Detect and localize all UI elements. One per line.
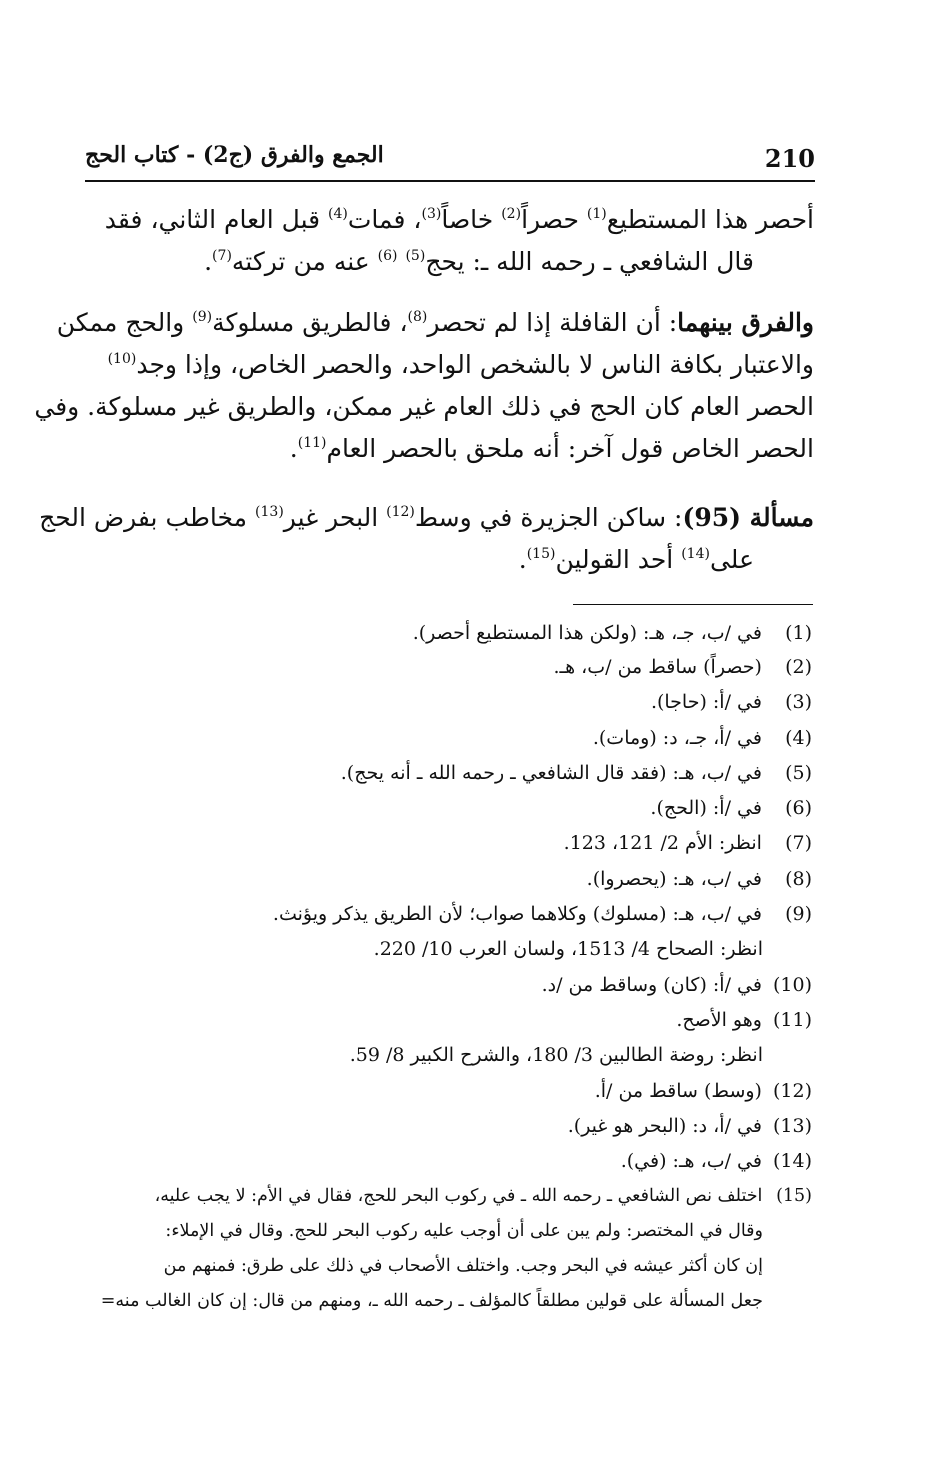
footnote-ref: (9)	[192, 309, 213, 325]
footnote-text: (حصراً) ساقط من /ب، هـ.	[553, 656, 762, 678]
footnote-text: في /أ: (الحج).	[650, 797, 762, 819]
text-run: على	[709, 545, 754, 574]
text-line	[204, 247, 754, 276]
text-line	[39, 503, 814, 532]
text-line	[108, 350, 814, 379]
footnote-text: (وسط) ساقط من /أ.	[594, 1080, 762, 1102]
text-run: حصراً	[521, 205, 587, 234]
footnote-text: انظر: الأم 2/ 121، 123.	[563, 832, 762, 854]
text-run: .	[289, 434, 298, 463]
footnote-ref: (3)	[421, 206, 442, 222]
footnote-ref: (13)	[255, 504, 284, 520]
footnote	[568, 1115, 812, 1137]
footnote-text: في /ب، هـ: (مسلوك) وكلاهما صواب؛ لأن الطريق يذكر ويؤنث.	[272, 903, 762, 925]
footnote-text: في /ب، هـ: (في).	[620, 1150, 762, 1172]
footnote-number: (5)	[785, 762, 812, 784]
footnote	[593, 727, 812, 749]
footnote-number: (1)	[785, 622, 812, 644]
text-line: الحصر العام كان الحج في ذلك العام غير ممكن، والطريق غير مسلوكة. وفي	[34, 392, 814, 421]
footnote-text: جعل المسألة على قولين مطلقاً كالمؤلف ـ رحمه الله ـ، ومنهم من قال: إن كان الغالب منه=	[100, 1291, 763, 1311]
footnote-ref: (14)	[681, 546, 710, 562]
footnote	[650, 797, 812, 819]
text-line	[57, 308, 814, 337]
footnote-number: (13)	[772, 1115, 812, 1137]
footnote	[273, 903, 812, 925]
text-run: : أن القافلة إذا لم تحصر	[427, 308, 678, 337]
text-run: مخاطب بفرض الحج	[39, 503, 256, 532]
footnote-number: (3)	[785, 691, 812, 713]
footnote-text: وهو الأصح.	[676, 1009, 762, 1031]
text-run: قبل العام الثاني، فقد	[104, 205, 329, 234]
footnote-ref: (2)	[501, 206, 522, 222]
footnote	[542, 974, 812, 996]
issue-heading: مسألة (95)	[682, 503, 814, 532]
footnote-continuation	[164, 1256, 763, 1276]
text-run: أحصر هذا المستطيع	[606, 205, 814, 234]
running-title: الجمع والفرق (ج2) - كتاب الحج	[85, 142, 384, 168]
footnote-text: انظر: الصحاح 4/ 1513، ولسان العرب 10/ 220.	[373, 938, 763, 960]
text-run: ، فالطريق مسلوكة	[212, 308, 408, 337]
text-run: .	[204, 247, 213, 276]
footnote-continuation	[165, 1221, 763, 1241]
footnote-ref: (5)	[405, 248, 426, 264]
footnote-separator	[573, 604, 813, 605]
footnote-text: في /ب، جـ، هـ: (ولكن هذا المستطيع أحصر).	[412, 622, 762, 644]
footnote-number: (11)	[772, 1009, 812, 1031]
text-run: خاصاً	[441, 205, 502, 234]
paragraph-3	[39, 495, 814, 590]
footnote-ref: (7)	[212, 248, 232, 264]
page-number: 210	[764, 144, 815, 173]
footnote-ref: (11)	[297, 435, 327, 451]
paragraph-1	[100, 195, 814, 285]
footnote-continuation	[101, 1291, 763, 1311]
text-run: الحصر الخاص قول آخر: أنه ملحق بالحصر العام	[326, 434, 814, 463]
footnote-number: (4)	[785, 727, 812, 749]
footnote	[155, 1186, 812, 1206]
header-rule	[85, 180, 815, 182]
footnote-text: في /أ، د: (البحر هو غير).	[567, 1115, 762, 1137]
footnote	[413, 622, 812, 644]
text-line	[519, 545, 754, 574]
lead-term: والفرق بينهما	[677, 308, 814, 337]
footnote-number: (15)	[776, 1186, 812, 1206]
footnote-text: في /ب، هـ: (فقد قال الشافعي ـ رحمه الله ـ أنه يحج).	[340, 762, 762, 784]
footnote-continuation	[350, 1044, 763, 1066]
footnote-ref: (4)	[328, 206, 348, 222]
text-run: قال الشافعي ـ رحمه الله ـ: يحج	[425, 247, 754, 276]
footnote-ref: (12)	[386, 504, 415, 520]
footnote-text: في /ب، هـ: (يحصروا).	[586, 868, 762, 890]
footnote	[341, 762, 812, 784]
text-run: والحج ممكن	[56, 308, 193, 337]
paragraph-2	[34, 300, 814, 470]
text-run: ، فمات	[347, 205, 422, 234]
footnote-text: اختلف نص الشافعي ـ رحمه الله ـ في ركوب البحر للحج، فقال في الأم: لا يجب عليه،	[154, 1186, 763, 1206]
footnote-number: (2)	[785, 656, 812, 678]
footnote-continuation	[374, 938, 763, 960]
footnote	[553, 656, 812, 678]
text-run: البحر غير	[283, 503, 387, 532]
footnote-text: في /أ، جـ، د: (ومات).	[592, 727, 762, 749]
footnote	[676, 1009, 812, 1031]
footnote	[621, 1150, 812, 1172]
text-line	[105, 205, 814, 234]
footnote-ref: (6)	[377, 248, 398, 264]
footnote-text: وقال في المختصر: ولم يبن على أن أوجب عليه ركوب البحر للحج. وقال في الإملاء:	[165, 1221, 763, 1241]
footnote-ref: (8)	[407, 309, 428, 325]
footnote	[587, 868, 812, 890]
footnote-ref: (15)	[526, 546, 556, 562]
footnote	[651, 691, 812, 713]
footnote-number: (8)	[785, 868, 812, 890]
footnote-number: (6)	[785, 797, 812, 819]
footnote	[564, 832, 812, 854]
text-run: أحد القولين	[555, 545, 682, 574]
footnote-ref: (1)	[586, 206, 607, 222]
footnote-number: (12)	[772, 1080, 812, 1102]
footnote-text: في /أ: (حاجا).	[650, 691, 762, 713]
text-run: عنه من تركته	[231, 247, 378, 276]
footnote-text: إن كان أكثر عيشه في البحر وجب. واختلف الأصحاب في ذلك على طرق: فمنهم من	[163, 1256, 763, 1276]
text-run: .	[518, 545, 527, 574]
footnote	[595, 1080, 812, 1102]
footnote-text: في /أ: (كان) وساقط من /د.	[541, 974, 762, 996]
footnote-number: (10)	[772, 974, 812, 996]
footnote-number: (14)	[772, 1150, 812, 1172]
footnote-number: (9)	[785, 903, 812, 925]
text-run: والاعتبار بكافة الناس لا بالشخص الواحد، والحصر الخاص، وإذا وجد	[136, 350, 814, 379]
footnote-number: (7)	[785, 832, 812, 854]
footnote-text: انظر: روضة الطالبين 3/ 180، والشرح الكبير 8/ 59.	[349, 1044, 763, 1066]
page-header	[85, 140, 815, 180]
footnote-ref: (10)	[107, 351, 137, 367]
text-line	[290, 434, 814, 463]
text-run: : ساكن الجزيرة في وسط	[414, 503, 683, 532]
